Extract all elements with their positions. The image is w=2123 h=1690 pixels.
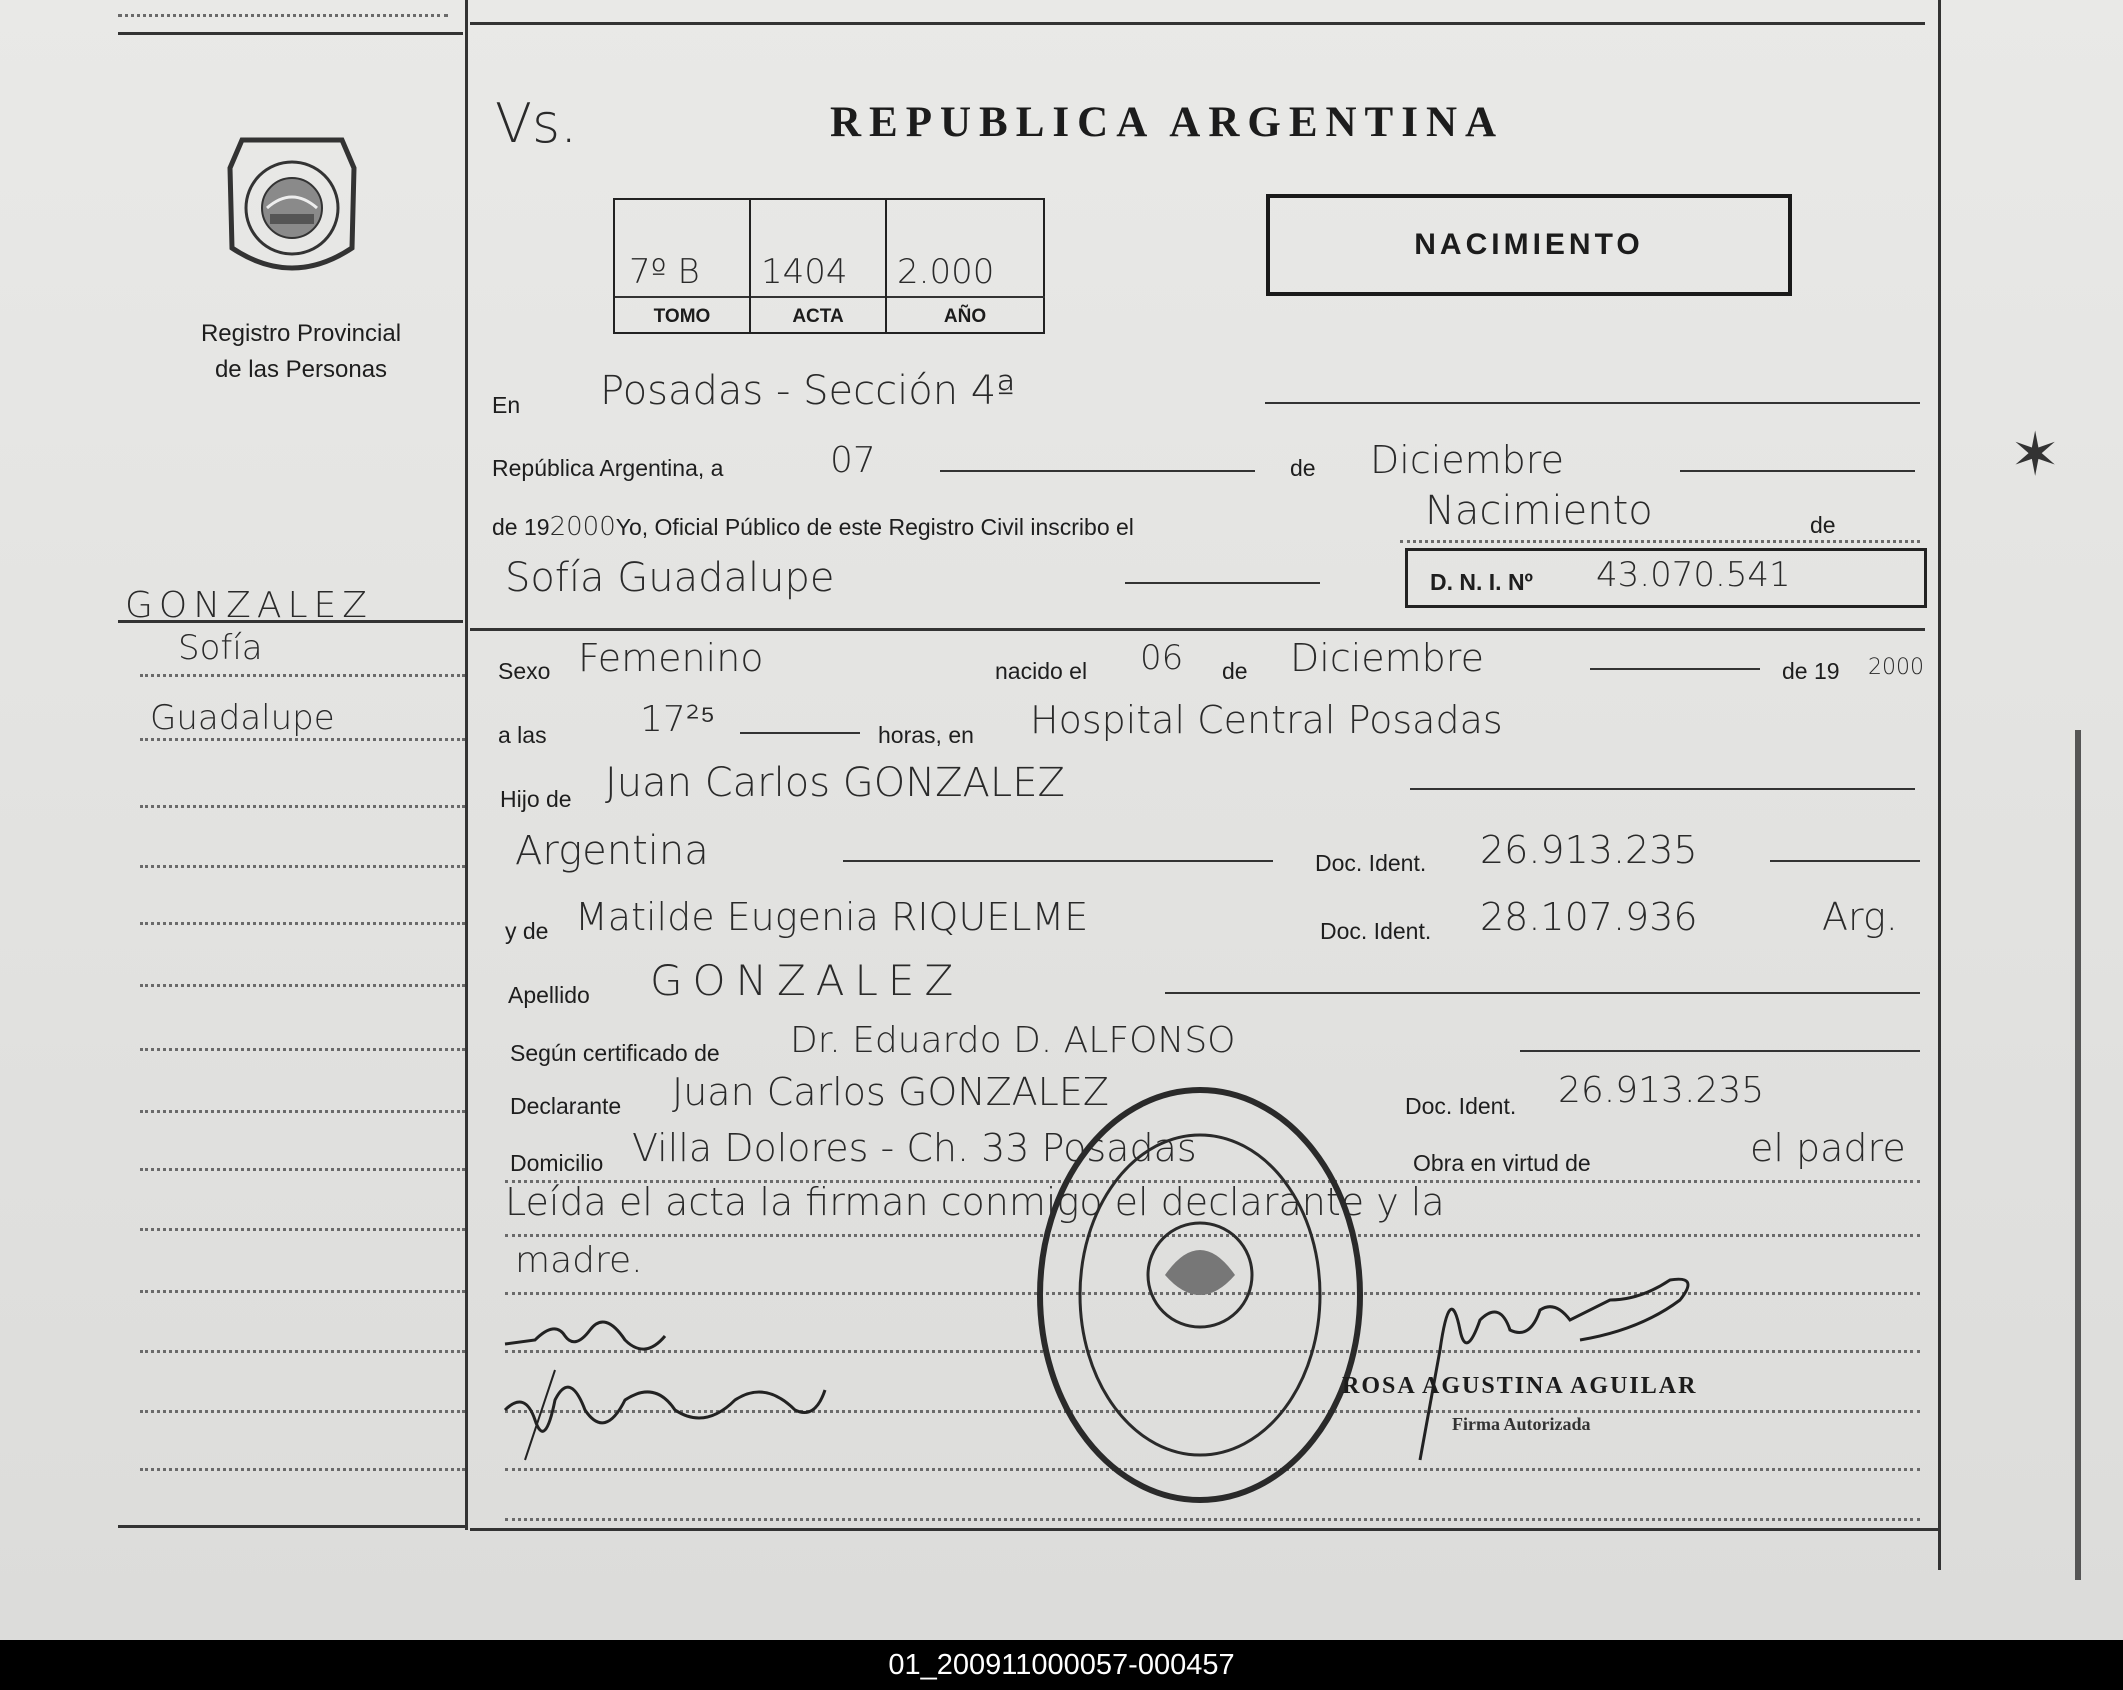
horas-label: horas, en bbox=[878, 722, 974, 748]
sexo-label: Sexo bbox=[498, 658, 551, 684]
padre-doc-label: Doc. Ident. bbox=[1315, 850, 1427, 876]
margin-name-2: Guadalupe bbox=[150, 698, 335, 738]
column-divider bbox=[465, 0, 468, 1530]
year-line bbox=[492, 512, 1134, 542]
fecha-label: República Argentina, a bbox=[492, 455, 724, 481]
hora-value: 17²⁵ bbox=[640, 699, 716, 740]
ano-cell bbox=[885, 198, 1045, 334]
binding-edge bbox=[2075, 730, 2081, 1580]
binding-staple-icon: ✶ bbox=[2010, 421, 2061, 488]
cell-divider bbox=[887, 296, 1045, 298]
fill-line bbox=[1265, 402, 1920, 404]
section-rule bbox=[470, 628, 1925, 631]
de19-label: de 19 bbox=[1782, 658, 1840, 684]
left-top-rule bbox=[118, 32, 463, 35]
registry-box bbox=[613, 198, 1045, 334]
margin-dotted-line bbox=[140, 1350, 465, 1353]
declarante-doc-value: 26.913.235 bbox=[1558, 1070, 1765, 1111]
official-role: Firma Autorizada bbox=[1452, 1414, 1591, 1434]
margin-bottom-rule bbox=[118, 1525, 468, 1528]
month-value: Diciembre bbox=[1370, 438, 1564, 482]
fill-line bbox=[1680, 470, 1915, 472]
madre-doc-label: Doc. Ident. bbox=[1320, 918, 1432, 944]
margin-dotted-line bbox=[140, 1228, 465, 1231]
acta-cell bbox=[749, 198, 887, 334]
document-id: 01_200911000057-000457 bbox=[888, 1648, 1235, 1681]
acto-value: Nacimiento bbox=[1425, 488, 1653, 534]
margin-dotted-line bbox=[140, 922, 465, 925]
cert-value: Dr. Eduardo D. ALFONSO bbox=[790, 1020, 1236, 1061]
fill-line bbox=[1410, 788, 1915, 790]
madre-nacionalidad: Arg. bbox=[1822, 895, 1898, 939]
margin-dotted-line bbox=[140, 1048, 465, 1051]
fill-line bbox=[1125, 582, 1320, 584]
day-value: 07 bbox=[830, 440, 876, 481]
tomo-value: 7º B bbox=[629, 252, 700, 292]
birth-day-value: 06 bbox=[1140, 638, 1184, 678]
padre-nacionalidad: Argentina bbox=[515, 828, 709, 874]
declarant-signature-icon bbox=[495, 1300, 835, 1470]
padre-value: Juan Carlos GONZALEZ bbox=[605, 760, 1065, 806]
birth-year-value: 2000 bbox=[1868, 655, 1924, 680]
fill-line bbox=[940, 470, 1255, 472]
declarante-doc-label: Doc. Ident. bbox=[1405, 1093, 1517, 1119]
margin-dotted-line bbox=[140, 1168, 465, 1171]
margin-surname: GONZALEZ bbox=[125, 585, 373, 626]
madre-doc-value: 28.107.936 bbox=[1480, 895, 1698, 939]
obra-label: Obra en virtud de bbox=[1413, 1150, 1591, 1176]
declarante-value: Juan Carlos GONZALEZ bbox=[672, 1070, 1109, 1114]
year-value: 2000 bbox=[549, 512, 616, 542]
fill-line bbox=[1590, 668, 1760, 670]
cell-divider bbox=[751, 296, 887, 298]
fill-line bbox=[740, 732, 860, 734]
official-stamp-icon bbox=[1030, 1075, 1370, 1515]
margin-dotted-line bbox=[140, 738, 465, 741]
en-label: En bbox=[492, 392, 521, 418]
madre-value: Matilde Eugenia RIQUELME bbox=[575, 895, 1089, 939]
margin-dotted-line bbox=[140, 1290, 465, 1293]
dni-box bbox=[1405, 548, 1927, 608]
en-value: Posadas - Sección 4ª bbox=[600, 368, 1016, 414]
fill-line bbox=[1400, 540, 1920, 543]
lectura-line-2: madre. bbox=[515, 1240, 643, 1281]
fill-line bbox=[1770, 860, 1920, 862]
section-title: NACIMIENTO bbox=[1414, 228, 1644, 261]
obra-value: el padre bbox=[1750, 1126, 1906, 1170]
apellido-value: GONZALEZ bbox=[650, 956, 964, 1005]
document-id-bar bbox=[0, 1640, 2123, 1690]
child-name-value: Sofía Guadalupe bbox=[505, 555, 835, 601]
issuer-line-1: Registro Provincial bbox=[200, 320, 402, 347]
tomo-cell bbox=[613, 198, 751, 334]
ano-value: 2.000 bbox=[897, 252, 995, 292]
page-title: REPUBLICA ARGENTINA bbox=[830, 99, 1505, 146]
top-dotted-line bbox=[118, 14, 448, 17]
lugar-value: Hospital Central Posadas bbox=[1030, 698, 1503, 742]
dni-value: 43.070.541 bbox=[1596, 555, 1791, 595]
domicilio-label: Domicilio bbox=[510, 1150, 604, 1176]
official-signature-icon bbox=[1380, 1240, 1710, 1480]
de-label: de bbox=[1290, 455, 1316, 481]
dni-label: D. N. I. Nº bbox=[1430, 569, 1533, 595]
margin-dotted-line bbox=[140, 865, 465, 868]
nacido-label: nacido el bbox=[995, 658, 1088, 684]
margin-dotted-line bbox=[140, 1110, 465, 1113]
right-border bbox=[1938, 0, 1941, 1570]
padre-doc-value: 26.913.235 bbox=[1480, 828, 1698, 872]
cell-divider bbox=[615, 296, 751, 298]
year-prefix: de 19 bbox=[492, 514, 550, 540]
yde-label: y de bbox=[505, 918, 549, 944]
declarante-label: Declarante bbox=[510, 1093, 622, 1119]
issuer-line-2: de las Personas bbox=[214, 356, 388, 383]
cert-label: Según certificado de bbox=[510, 1040, 720, 1066]
de3-label: de bbox=[1222, 658, 1248, 684]
lectura-line-1: Leída el acta la firman conmigo el declarante y la bbox=[505, 1180, 1445, 1224]
province-seal-icon bbox=[222, 128, 362, 288]
birth-month-value: Diciembre bbox=[1290, 636, 1484, 680]
apellido-label: Apellido bbox=[508, 982, 590, 1008]
tomo-label: TOMO bbox=[653, 306, 711, 327]
hijo-label: Hijo de bbox=[500, 786, 572, 812]
margin-name-1: Sofía bbox=[178, 628, 263, 668]
sexo-value: Femenino bbox=[578, 636, 764, 680]
margin-dotted-line bbox=[140, 984, 465, 987]
ano-label: AÑO bbox=[943, 306, 987, 327]
inscribe-label: Yo, Oficial Público de este Registro Civil inscribo el bbox=[615, 514, 1134, 540]
section-title-box bbox=[1266, 194, 1792, 296]
fill-line bbox=[1165, 992, 1920, 994]
margin-dotted-line bbox=[140, 805, 465, 808]
fill-line bbox=[505, 1518, 1920, 1521]
main-top-rule bbox=[470, 22, 1925, 25]
acta-label: ACTA bbox=[792, 306, 844, 327]
margin-mark: Vs. bbox=[495, 92, 578, 155]
margin-dotted-line bbox=[140, 1468, 465, 1471]
official-name: ROSA AGUSTINA AGUILAR bbox=[1342, 1373, 1698, 1399]
acta-value: 1404 bbox=[761, 252, 848, 292]
fill-line bbox=[843, 860, 1273, 862]
bottom-rule bbox=[470, 1528, 1940, 1531]
margin-dotted-line bbox=[140, 1410, 465, 1413]
domicilio-value: Villa Dolores - Ch. 33 Posadas bbox=[632, 1126, 1197, 1170]
margin-dotted-line bbox=[140, 674, 465, 677]
de2-label: de bbox=[1810, 512, 1836, 538]
alas-label: a las bbox=[498, 722, 547, 748]
issuer-name bbox=[176, 316, 426, 388]
fill-line bbox=[1520, 1050, 1920, 1052]
